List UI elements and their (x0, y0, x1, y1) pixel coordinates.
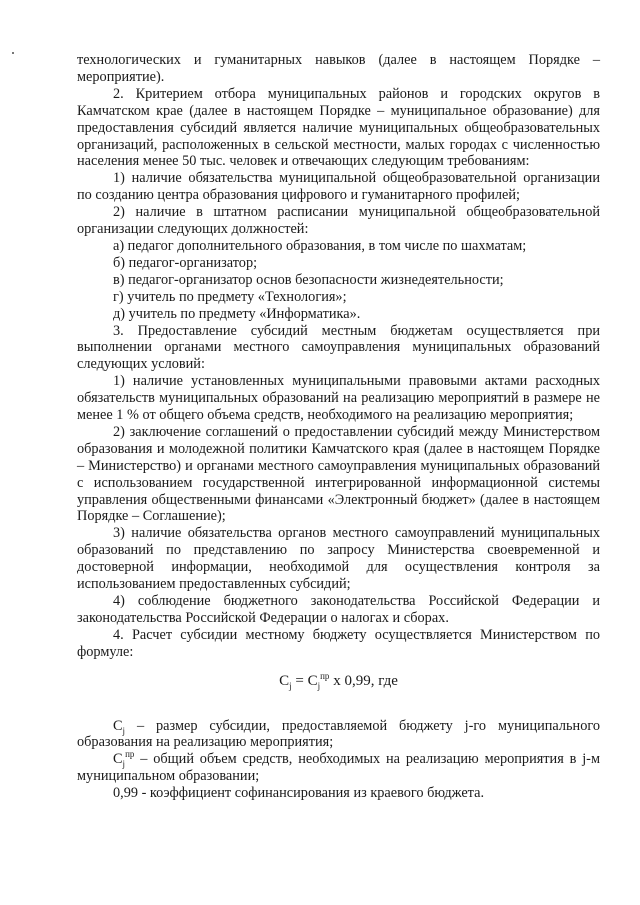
paragraph-2-item-2c: в) педагог-организатор основ безопасности жизнедеятельности; (113, 271, 504, 288)
definition-cjpr-subscript: j (122, 759, 126, 770)
definition-cj-symbol: C (113, 717, 123, 734)
paragraph-2-item-2d: г) учитель по предмету «Технология»; (113, 288, 347, 305)
definition-cj-subscript: j (122, 725, 126, 736)
scan-speck (12, 52, 14, 54)
definition-cj-text: – размер субсидии, предоставляемой бюджету j-го муниципального образования на реализацию мероприятия; (77, 717, 600, 751)
formula-lhs-subscript: j (289, 680, 292, 691)
paragraph-3-item-3: 3) наличие обязательства органов местного самоуправлений муниципальных образований по представлению по запросу Министерства своевременной и достоверной информации, необходимой для осуществления контроля за использованием предоставленных субсидий; (77, 525, 600, 593)
definition-cjpr-symbol: C (113, 751, 123, 768)
paragraph-2-item-2: 2) наличие в штатном расписании муниципальной общеобразовательной организации следующих должностей: (77, 204, 600, 238)
subsidy-formula (77, 670, 600, 691)
document-body (77, 52, 600, 802)
definition-cjpr (77, 751, 600, 785)
definition-cj (77, 718, 600, 752)
formula-equals: = C (291, 672, 318, 689)
paragraph-4: 4. Расчет субсидии местному бюджету осуществляется Министерством по формуле: (77, 626, 600, 660)
paragraph-3-item-1: 1) наличие установленных муниципальными правовыми актами расходных обязательств муниципальных образований на реализацию мероприятий в размере не менее 1 % от общего объема средств, необходимого на реализацию мероприятия; (77, 373, 600, 424)
definition-cjpr-text: – общий объем средств, необходимых на реализацию мероприятия в j-м муниципальном образовании; (77, 751, 600, 785)
paragraph-2-item-1: 1) наличие обязательства муниципальной общеобразовательной организации по созданию центра образования цифрового и гуманитарного профилей; (77, 170, 600, 204)
paragraph-1-tail: технологических и гуманитарных навыков (далее в настоящем Порядке – мероприятие). (77, 52, 600, 85)
paragraph-2-item-2b: б) педагог-организатор; (113, 254, 258, 271)
paragraph-3-item-4: 4) соблюдение бюджетного законодательства Российской Федерации и законодательства Российской Федерации о налогах и сборах. (77, 593, 600, 626)
formula-lhs: C (279, 672, 290, 689)
formula-rhs-superscript: пр (320, 670, 330, 681)
paragraph-2: 2. Критерием отбора муниципальных районов и городских округов в Камчатском крае (далее в настоящем Порядке – муниципальное образование) для предоставления субсидий является наличие муниципальных общеобразовательных организаций, расположенных в сельской местности, малых городах с численностью населения менее 50 тыс. человек и отвечающих следующим требованиям: (77, 85, 600, 170)
paragraph-3: 3. Предоставление субсидий местным бюджетам осуществляется при выполнении органами местного самоуправления муниципальных образований следующих условий: (77, 322, 600, 373)
definition-coefficient: 0,99 - коэффициент софинансирования из краевого бюджета. (113, 785, 485, 802)
paragraph-2-item-2e: д) учитель по предмету «Информатика». (113, 305, 361, 322)
formula-rhs-subscript: j (317, 680, 321, 691)
paragraph-3-item-2: 2) заключение соглашений о предоставлении субсидий между Министерством образования и молодежной политики Камчатского края (далее в настоящем Порядке – Министерство) и органами местного самоуправления муниципальных образований с использованием государственной интегрированной информационной системы управления общественными финансами «Электронный бюджет» (далее в настоящем Порядке – Соглашение); (77, 423, 600, 525)
definition-cjpr-superscript: пр (125, 749, 135, 760)
paragraph-2-item-2a: а) педагог дополнительного образования, в том числе по шахматам; (113, 237, 527, 254)
formula-tail: x 0,99, где (329, 672, 398, 689)
